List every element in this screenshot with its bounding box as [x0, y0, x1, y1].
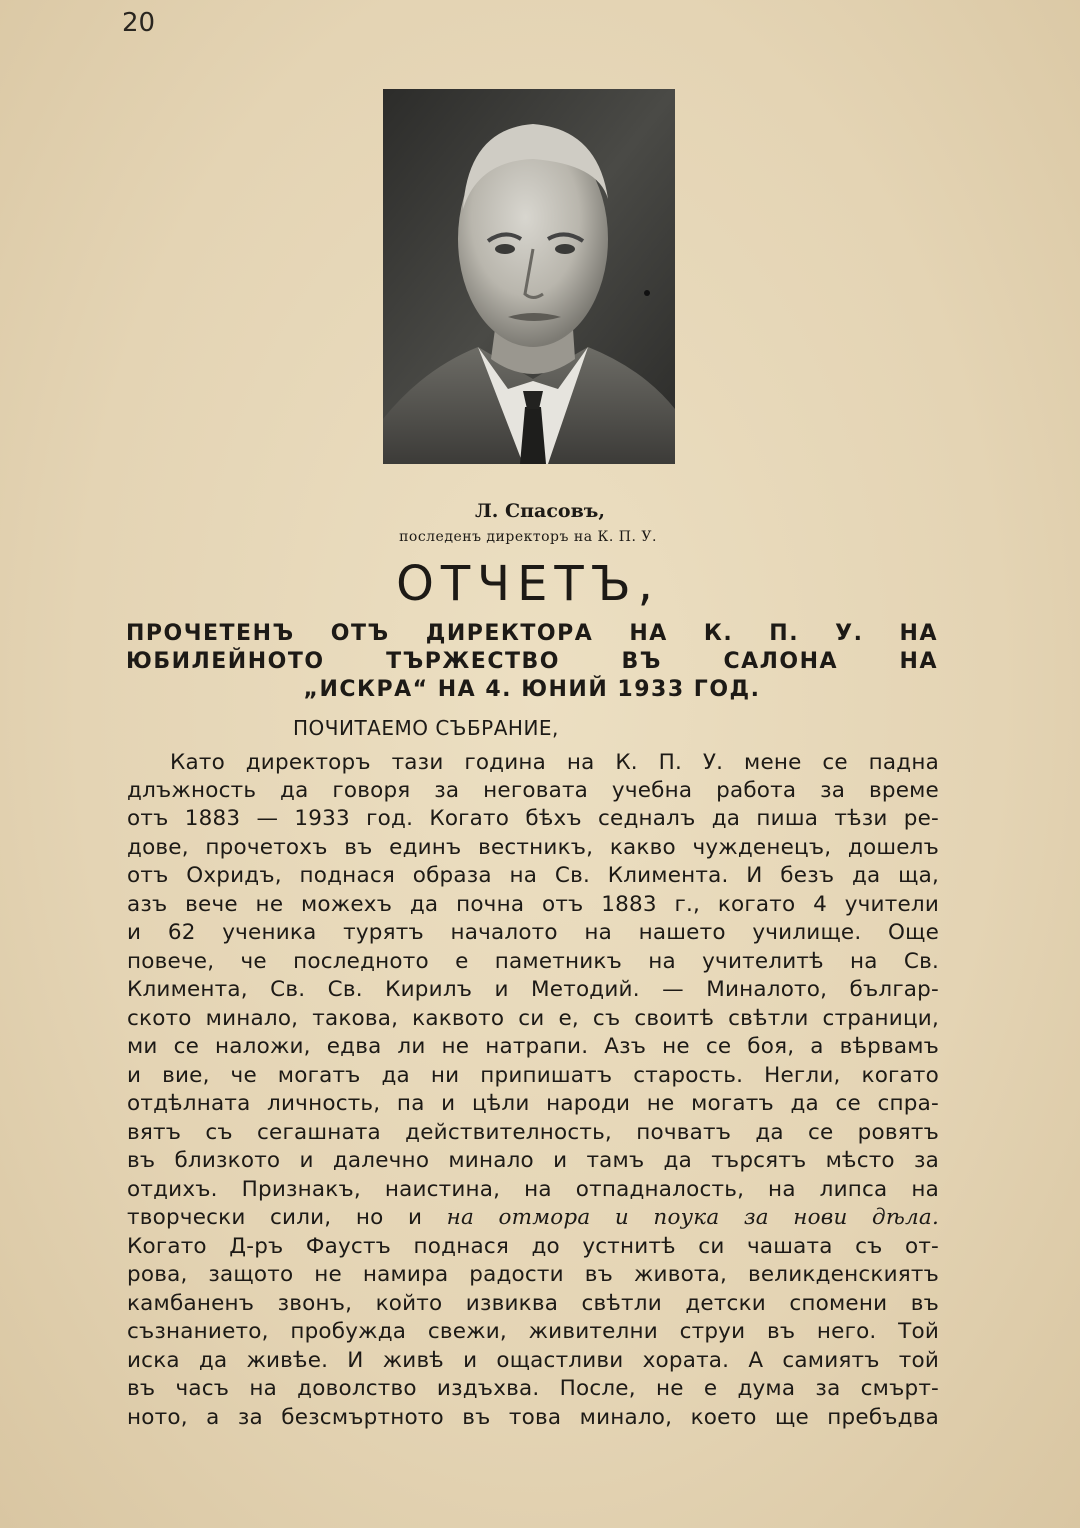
subtitle-line-2: ЮБИЛЕЙНОТО ТЪРЖЕСТВО ВЪ САЛОНА НА [126, 649, 938, 674]
body-line-9: Климента, Св. Св. Кирилъ и Методий. — Миналото, българ- [127, 977, 939, 1002]
body-line-12: и вие, че могатъ да ни припишатъ старость. Негли, когато [127, 1063, 939, 1088]
body-line-8: повече, че последното е паметникъ на учителитѣ на Св. [127, 949, 939, 974]
body-line-19: рова, защото не намира радости въ живота, великденскиятъ [127, 1262, 939, 1287]
subtitle-line-1: ПРОЧЕТЕНЪ ОТЪ ДИРЕКТОРА НА К. П. У. НА [126, 621, 938, 646]
body-line-7: и 62 ученика турятъ началото на нашето училище. Още [127, 920, 939, 945]
portrait-photo [383, 89, 675, 464]
body-line-21: съзнанието, пробужда свежи, живителни струи въ него. Той [127, 1319, 939, 1344]
body-line-15: въ близкото и далечно минало и тамъ да търсятъ мѣсто за [127, 1148, 939, 1173]
article-title: ОТЧЕТЪ, [396, 556, 660, 612]
body-line-5: отъ Охридъ, поднася образа на Св. Климента. И безъ да ща, [127, 863, 939, 888]
body-line-13: отдѣлната личность, па и цѣли народи не могатъ да се спра- [127, 1091, 939, 1116]
page-number: 20 [122, 8, 156, 38]
body-line-4: дове, прочетохъ въ единъ вестникъ, какво чужденецъ, дошелъ [127, 835, 939, 860]
body-line-11: ми се наложи, едва ли не натрапи. Азъ не се боя, а вѣрвамъ [127, 1034, 939, 1059]
body-line-16: отдихъ. Признакъ, наистина, на отпадналость, на липса на [127, 1177, 939, 1202]
body-line-17 [127, 1204, 939, 1232]
body-line-2: длъжность да говоря за неговата учебна работа за време [127, 778, 939, 803]
body-line-10: ското минало, такова, каквото си е, съ своитѣ свѣтли страници, [127, 1006, 939, 1031]
body-line-3: отъ 1883 — 1933 год. Когато бѣхъ седналъ да пиша тѣзи ре- [127, 806, 939, 831]
photo-caption-name: Л. Спасовъ, [474, 500, 605, 522]
body-line-14: вятъ съ сегашната действителность, почватъ да се ровятъ [127, 1120, 939, 1145]
salutation: ПОЧИТАЕМО СЪБРАНИЕ, [293, 716, 559, 740]
body-line-18: Когато Д-ръ Фаустъ поднася до устнитѣ си чашата съ от- [127, 1234, 939, 1259]
body-line-22: иска да живѣе. И живѣ и ощастливи хората. А самиятъ той [127, 1348, 939, 1373]
body-line-6: азъ вече не можехъ да почна отъ 1883 г., когато 4 учители [127, 892, 939, 917]
body-line-24: ното, а за безсмъртното въ това минало, което ще пребъдва [127, 1405, 939, 1430]
body-line-23: въ часъ на доволство издъхва. После, не е дума за смърт- [127, 1376, 939, 1401]
photo-caption-role: последенъ директоръ на К. П. У. [399, 529, 657, 545]
body-line-17-regular: творчески сили, но и [127, 1205, 447, 1230]
portrait-image [383, 89, 675, 464]
body-line-20: камбаненъ звонъ, който извиква свѣтли детски спомени въ [127, 1291, 939, 1316]
subtitle-line-3: „ИСКРА“ НА 4. ЮНИЙ 1933 ГОД. [303, 677, 761, 702]
body-line-17-italic: на отмора и поука за нови дѣла. [446, 1205, 939, 1230]
body-line-1: Като директоръ тази година на К. П. У. мене се падна [170, 750, 939, 775]
